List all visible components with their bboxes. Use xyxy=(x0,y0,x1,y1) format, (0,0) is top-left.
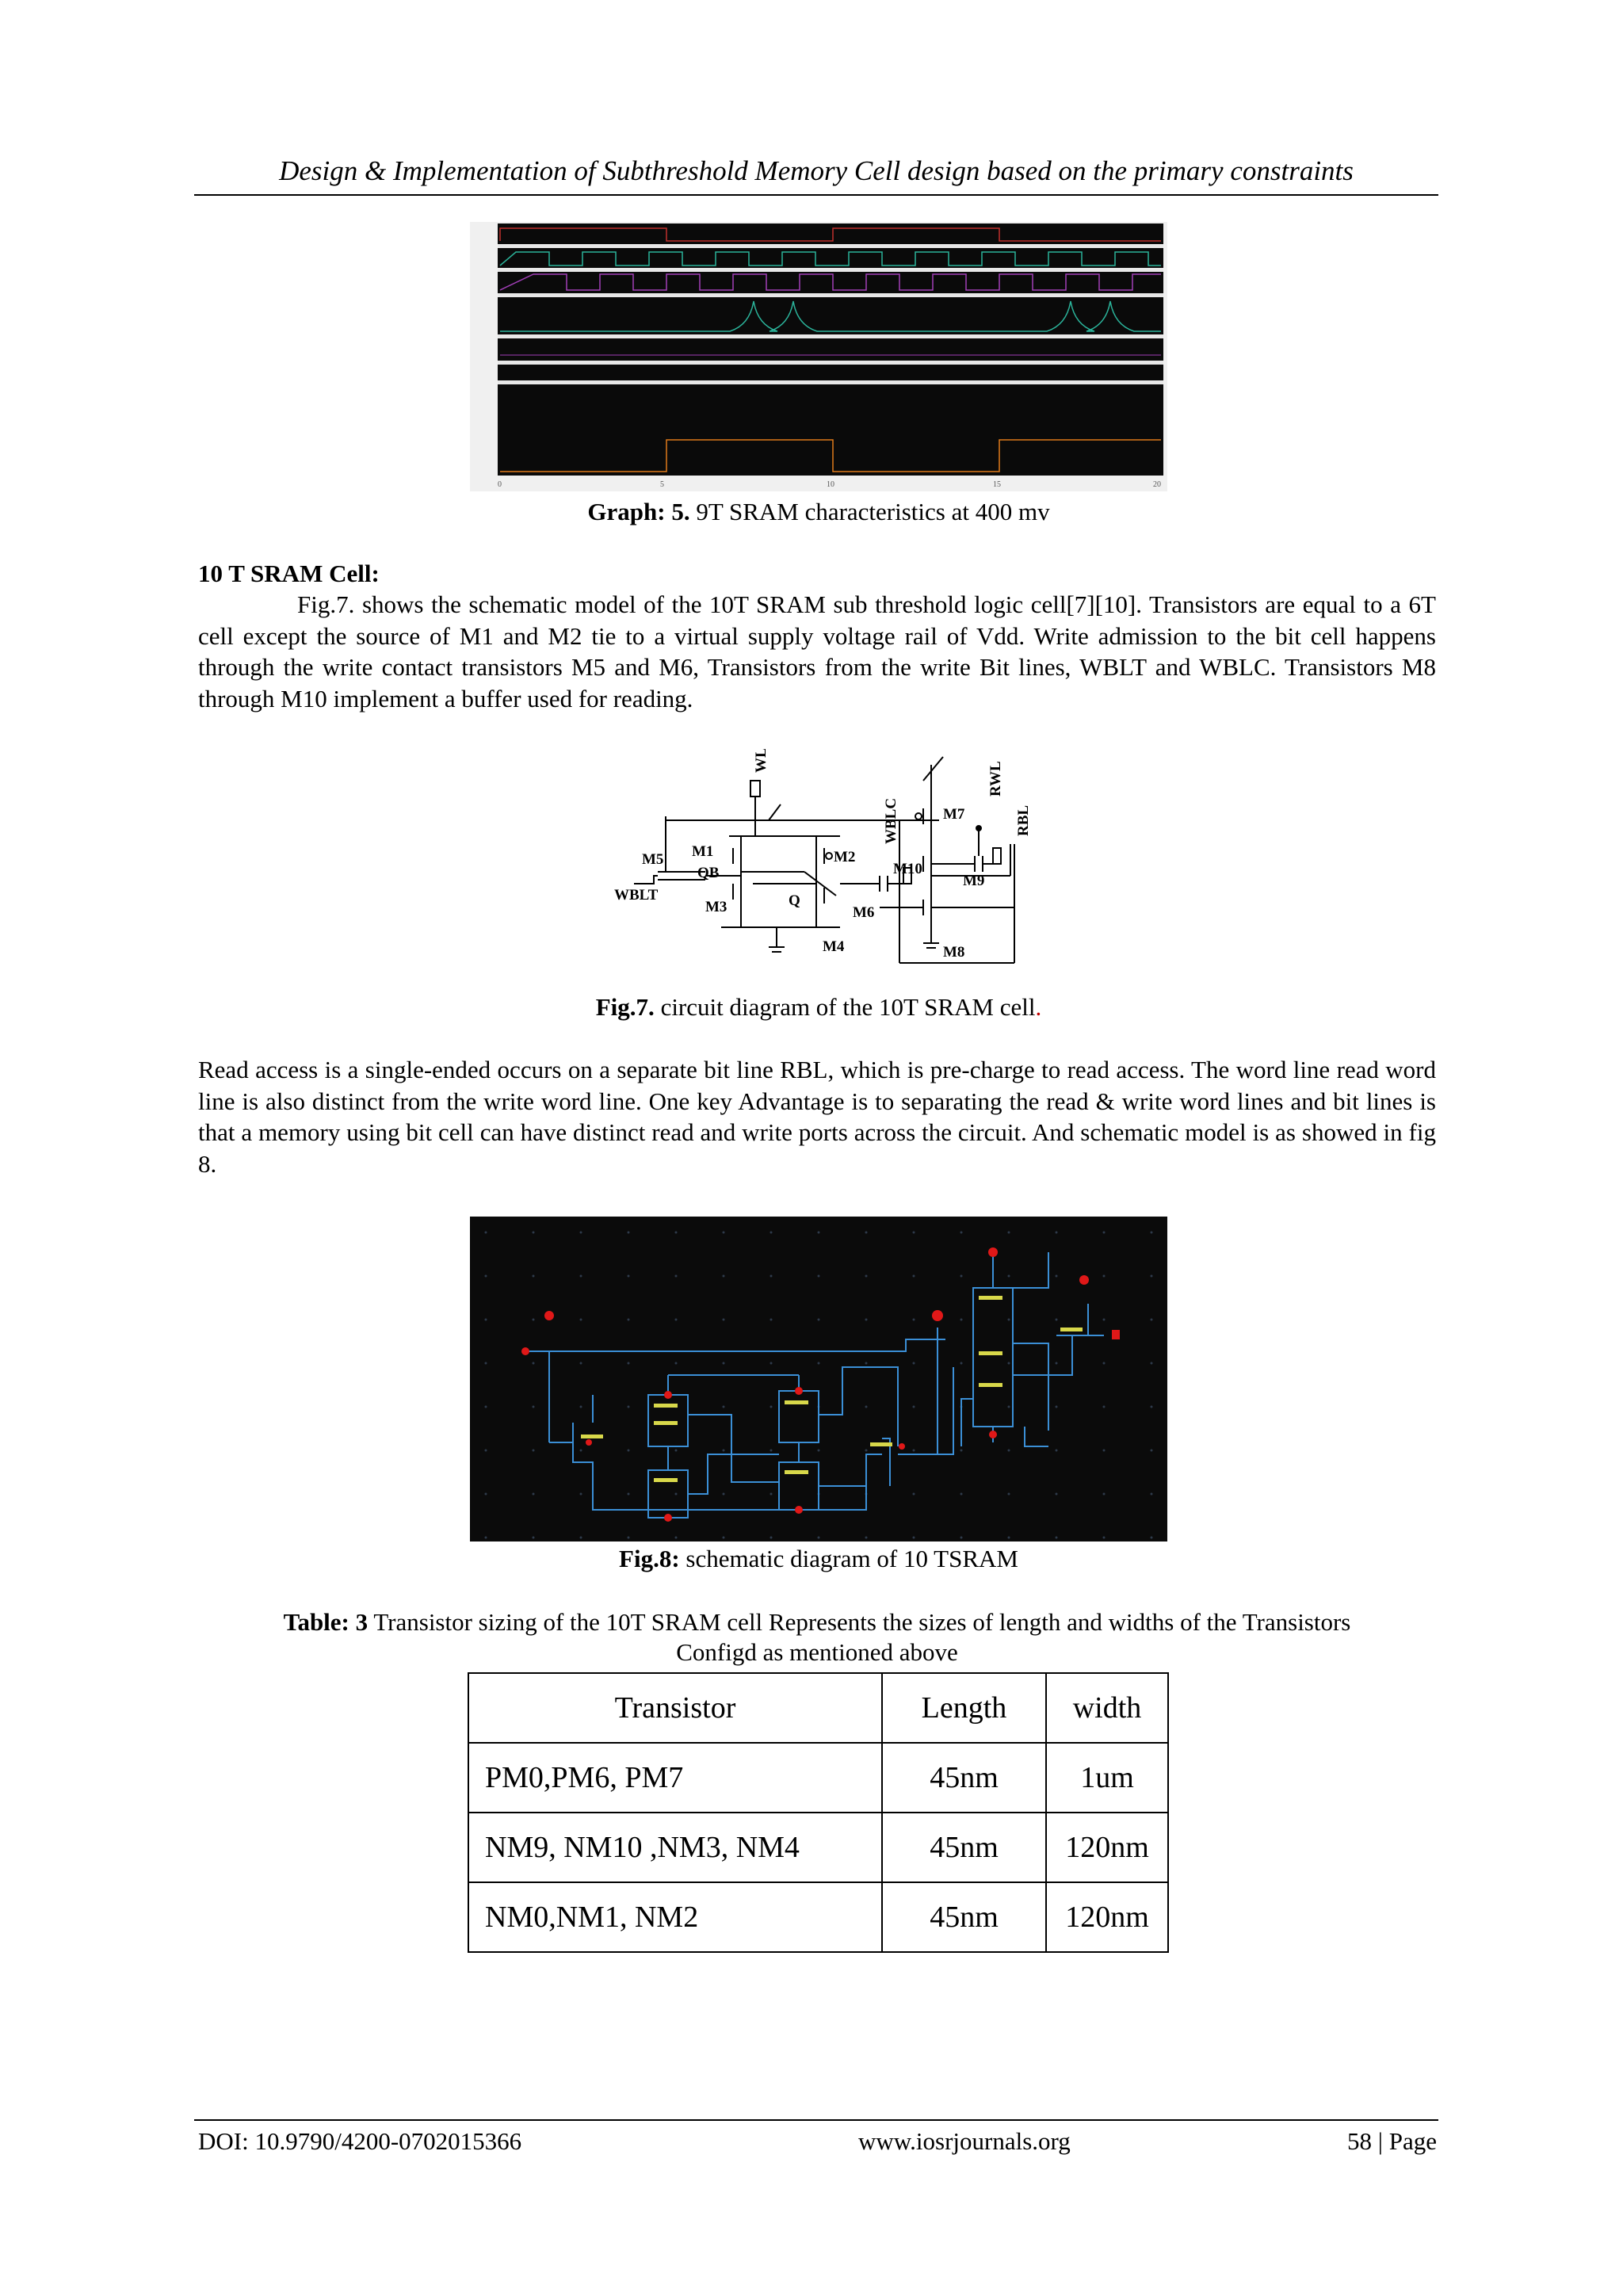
fig7-label-m6: M6 xyxy=(853,904,875,921)
graph5-panel-divider xyxy=(498,380,1163,384)
fig7-label-q: Q xyxy=(789,892,800,909)
fig7-label-rwl: RWL xyxy=(987,761,1004,797)
fig8-grid-dot xyxy=(1151,1362,1153,1365)
fig8-grid-dot xyxy=(913,1406,915,1408)
footer-rule xyxy=(194,2119,1438,2121)
section-heading: 10 T SRAM Cell: xyxy=(198,560,380,587)
fig8-grid-dot xyxy=(628,1406,630,1408)
fig7-caption xyxy=(470,992,1167,1022)
fig8-grid-dot xyxy=(1151,1450,1153,1452)
fig8-grid-dot xyxy=(723,1537,725,1539)
fig7-labels xyxy=(614,749,1032,961)
graph5-x-tick: 10 xyxy=(827,480,834,489)
fig8-grid-dot xyxy=(865,1406,868,1408)
fig8-grid-dot xyxy=(1103,1450,1106,1452)
fig8-grid-dot xyxy=(628,1537,630,1539)
fig8-grid-dot xyxy=(533,1275,535,1278)
fig8-grid-dot xyxy=(913,1493,915,1496)
fig8-grid-dot xyxy=(1056,1362,1058,1365)
fig8-device-label xyxy=(979,1351,1002,1355)
fig8-grid-dot xyxy=(818,1537,820,1539)
fig8-grid-dot xyxy=(485,1319,487,1321)
table-header-transistor: Transistor xyxy=(468,1673,882,1743)
fig8-grid-dot xyxy=(1103,1275,1106,1278)
fig8-grid-dot xyxy=(1056,1406,1058,1408)
fig8-grid-dot xyxy=(628,1232,630,1234)
fig8-grid-dot xyxy=(580,1232,582,1234)
fig8-device-label xyxy=(1060,1328,1083,1331)
fig8-grid-dot xyxy=(533,1537,535,1539)
fig8-grid-dot xyxy=(1103,1493,1106,1496)
fig8-grid-dot xyxy=(723,1319,725,1321)
fig8-grid-dot xyxy=(1151,1537,1153,1539)
fig7-label-m1: M1 xyxy=(692,843,714,860)
fig8-grid-dot xyxy=(580,1362,582,1365)
fig8-pin xyxy=(988,1247,998,1257)
graph5-x-tick: 0 xyxy=(498,480,502,489)
fig8-grid-dot xyxy=(770,1450,773,1452)
fig8-caption-label: Fig.8: xyxy=(619,1545,680,1572)
fig7-label-m3: M3 xyxy=(705,899,727,915)
header-rule xyxy=(194,194,1438,196)
fig8-grid-dot xyxy=(580,1406,582,1408)
fig8-grid-dot xyxy=(960,1319,963,1321)
graph5-panel-divider xyxy=(498,334,1163,338)
fig8-grid-dot xyxy=(770,1493,773,1496)
table-header-row xyxy=(468,1673,1168,1743)
fig7-wires xyxy=(634,757,1014,963)
fig8-caption-text: schematic diagram of 10 TSRAM xyxy=(679,1545,1018,1572)
fig8-grid-dot xyxy=(818,1362,820,1365)
table-cell-transistor: NM9, NM10 ,NM3, NM4 xyxy=(468,1813,882,1882)
table-cell-length: 45nm xyxy=(882,1813,1046,1882)
fig8-grid-dot xyxy=(1008,1362,1010,1365)
fig8-grid-dot xyxy=(913,1537,915,1539)
graph5-waveforms xyxy=(470,222,1167,491)
fig8-grid-dot xyxy=(580,1493,582,1496)
fig8-grid-dot xyxy=(1008,1319,1010,1321)
fig7-label-wblc: WBLC xyxy=(883,797,899,844)
fig7-label-wl: WL xyxy=(753,749,769,773)
fig8-grid-dot xyxy=(1056,1537,1058,1539)
fig8-pin xyxy=(1079,1275,1089,1285)
fig8-grid-dot xyxy=(485,1537,487,1539)
fig7-label-m7: M7 xyxy=(943,806,965,823)
table3-caption-label: Table: 3 xyxy=(283,1608,369,1636)
fig8-grid-dot xyxy=(485,1232,487,1234)
fig8-grid-dot xyxy=(533,1362,535,1365)
fig8-device-label xyxy=(785,1400,808,1404)
fig8-grid-dot xyxy=(628,1450,630,1452)
fig8-grid-dot xyxy=(580,1537,582,1539)
table-cell-width: 120nm xyxy=(1046,1813,1168,1882)
fig8-pin xyxy=(899,1443,905,1450)
fig8-grid-dot xyxy=(723,1493,725,1496)
fig7-caption-end: . xyxy=(1035,993,1042,1021)
fig8-grid-dot xyxy=(533,1232,535,1234)
graph5-figure xyxy=(470,222,1167,491)
fig7-label-m5: M5 xyxy=(642,851,664,868)
fig7-label-wblt: WBLT xyxy=(614,887,659,904)
table-cell-transistor: PM0,PM6, PM7 xyxy=(468,1743,882,1813)
fig8-grid-dot xyxy=(1008,1493,1010,1496)
fig8-grid-dot xyxy=(913,1362,915,1365)
fig8-pin xyxy=(795,1506,803,1514)
fig8-grid-dot xyxy=(1008,1450,1010,1452)
graph5-caption xyxy=(470,497,1167,527)
fig8-pin xyxy=(664,1514,672,1522)
table-header-width: width xyxy=(1046,1673,1168,1743)
fig8-grid-dot xyxy=(1056,1275,1058,1278)
fig8-grid-dot xyxy=(533,1450,535,1452)
table-cell-width: 1um xyxy=(1046,1743,1168,1813)
fig7-label-qb: QB xyxy=(697,865,720,881)
fig8-grid-dot xyxy=(913,1232,915,1234)
fig7-label-m9: M9 xyxy=(963,873,985,889)
fig8-grid-dot xyxy=(960,1450,963,1452)
fig7-label-m10: M10 xyxy=(893,861,922,877)
fig8-grid-dot xyxy=(1008,1232,1010,1234)
fig8-grid-dot xyxy=(1008,1275,1010,1278)
graph5-x-tick: 15 xyxy=(993,480,1001,489)
fig8-grid-dot xyxy=(580,1275,582,1278)
table-row xyxy=(468,1743,1168,1813)
fig8-device-label xyxy=(979,1296,1002,1300)
fig8-caption xyxy=(470,1544,1167,1574)
graph5-caption-text: 9T SRAM characteristics at 400 mv xyxy=(696,498,1050,525)
fig8-grid-dot xyxy=(675,1232,678,1234)
paragraph-1: Fig.7. shows the schematic model of the 10T SRAM sub threshold logic cell[7][10]. Transistors are equal to a 6T cell except the source of M1 and M2 tie to a virtual supply voltage rail of Vdd. Write admission to the bit cell happens through the write contact transistors M5 and M6, Transistors from the write Bit lines, WBLT and WBLC. Transistors M8 through M10 implement a buffer used for reading. xyxy=(198,590,1436,712)
fig8-grid-dot xyxy=(818,1232,820,1234)
fig8-pin xyxy=(664,1391,672,1399)
fig7-label-m8: M8 xyxy=(943,944,965,961)
table-cell-length: 45nm xyxy=(882,1882,1046,1952)
fig8-grid-dot xyxy=(723,1232,725,1234)
fig8-grid-dot xyxy=(770,1232,773,1234)
fig8-grid-dot xyxy=(1151,1275,1153,1278)
fig8-grid-dot xyxy=(1056,1232,1058,1234)
fig8-device-label xyxy=(581,1435,603,1438)
fig8-grid-dot xyxy=(960,1537,963,1539)
fig8-grid-dot xyxy=(485,1493,487,1496)
graph5-panel-divider xyxy=(498,293,1163,297)
fig8-pin xyxy=(989,1431,997,1438)
fig8-grid-dot xyxy=(913,1275,915,1278)
table3-caption-line2: Configd as mentioned above xyxy=(676,1638,958,1666)
fig8-grid-dot xyxy=(865,1537,868,1539)
fig8-grid-dot xyxy=(913,1319,915,1321)
fig8-grid-dot xyxy=(580,1319,582,1321)
fig8-grid-dot xyxy=(723,1406,725,1408)
fig8-device-label xyxy=(654,1478,678,1482)
fig8-grid-dot xyxy=(865,1275,868,1278)
fig8-grid-dot xyxy=(960,1362,963,1365)
table-header-length: Length xyxy=(882,1673,1046,1743)
fig8-grid-dot xyxy=(675,1319,678,1321)
fig8-grid-dot xyxy=(1056,1493,1058,1496)
fig8-grid-dot xyxy=(865,1362,868,1365)
fig8-pin xyxy=(586,1439,592,1446)
fig8-grid-dot xyxy=(770,1537,773,1539)
table-cell-width: 120nm xyxy=(1046,1882,1168,1952)
fig8-grid-dot xyxy=(675,1493,678,1496)
fig8-grid-dot xyxy=(628,1275,630,1278)
fig8-device-label xyxy=(870,1442,892,1446)
fig8-pin xyxy=(521,1347,529,1355)
fig8-schematic-canvas xyxy=(470,1217,1167,1541)
transistor-sizing-table xyxy=(468,1672,1169,1953)
fig8-grid-dot xyxy=(628,1493,630,1496)
fig8-grid-dot xyxy=(723,1275,725,1278)
fig8-grid-dot xyxy=(1008,1406,1010,1408)
fig8-grid-dot xyxy=(1151,1232,1153,1234)
fig8-grid-dot xyxy=(960,1493,963,1496)
fig8-grid-dot xyxy=(1056,1319,1058,1321)
graph5-panel-divider xyxy=(498,244,1163,248)
fig8-grid-dot xyxy=(818,1275,820,1278)
fig8-grid-dot xyxy=(628,1319,630,1321)
fig8-grid-dot xyxy=(675,1275,678,1278)
fig8-grid-dot xyxy=(580,1450,582,1452)
fig8-grid-dot xyxy=(1151,1406,1153,1408)
fig8-grid-dot xyxy=(1103,1537,1106,1539)
fig7-label-m2: M2 xyxy=(834,849,856,865)
fig8-grid-dot xyxy=(1151,1493,1153,1496)
table3-caption-text: Transistor sizing of the 10T SRAM cell Represents the sizes of length and widths of the Transistors xyxy=(368,1608,1351,1636)
fig8-grid-dot xyxy=(675,1537,678,1539)
fig8-grid-dot xyxy=(1103,1362,1106,1365)
fig8-pin xyxy=(544,1311,554,1320)
fig8-grid-dot xyxy=(770,1275,773,1278)
fig8-pin xyxy=(932,1310,943,1321)
fig8-grid-dot xyxy=(770,1319,773,1321)
graph5-caption-label: Graph: 5. xyxy=(587,498,690,525)
table-row xyxy=(468,1813,1168,1882)
fig7-caption-label: Fig.7. xyxy=(595,993,655,1021)
fig8-pin xyxy=(1112,1330,1120,1339)
fig8-grid-dot xyxy=(1103,1232,1106,1234)
fig8-grid-dot xyxy=(1103,1319,1106,1321)
fig8-grid-dot xyxy=(485,1275,487,1278)
fig8-schematic xyxy=(470,1217,1167,1541)
fig8-grid-dot xyxy=(675,1362,678,1365)
table3-caption xyxy=(198,1607,1436,1637)
fig8-grid-dot xyxy=(485,1362,487,1365)
graph5-panel-divider xyxy=(498,268,1163,272)
fig7-schematic xyxy=(610,749,1038,987)
fig8-grid-dot xyxy=(533,1406,535,1408)
fig8-grid-dot xyxy=(533,1319,535,1321)
fig7-label-rbl: RBL xyxy=(1015,804,1032,836)
fig8-grid-dot xyxy=(1008,1537,1010,1539)
fig8-grid-dot xyxy=(723,1362,725,1365)
table-cell-transistor: NM0,NM1, NM2 xyxy=(468,1882,882,1952)
table-row xyxy=(468,1882,1168,1952)
fig8-device-label xyxy=(979,1383,1002,1387)
graph5-plot-area xyxy=(498,223,1163,476)
fig8-grid-dot xyxy=(485,1450,487,1452)
fig8-grid-dot xyxy=(960,1275,963,1278)
table-cell-length: 45nm xyxy=(882,1743,1046,1813)
fig8-grid-dot xyxy=(485,1406,487,1408)
fig8-grid-dot xyxy=(1056,1450,1058,1452)
fig7-caption-text: circuit diagram of the 10T SRAM cell xyxy=(660,993,1036,1021)
fig8-grid-dot xyxy=(770,1362,773,1365)
fig7-circuit-diagram xyxy=(610,749,1038,987)
fig8-grid-dot xyxy=(628,1362,630,1365)
fig7-label-m4: M4 xyxy=(823,938,845,955)
footer-website[interactable]: www.iosrjournals.org xyxy=(858,2127,1071,2155)
paragraph-2: Read access is a single-ended occurs on a separate bit line RBL, which is pre-charge to read access. The word line read word line is also distinct from the write word line. One key Advantage is to separating the read & write word lines and bit lines is that a memory using bit cell can have distinct read and write ports across the circuit. And schematic model is as showed in fig 8. xyxy=(198,1056,1436,1178)
graph5-panel-divider xyxy=(498,361,1163,365)
fig8-grid-dot xyxy=(770,1406,773,1408)
fig8-grid-dot xyxy=(675,1450,678,1452)
fig8-device-label xyxy=(654,1404,678,1408)
footer-page-number: 58 | Page xyxy=(1347,2127,1437,2155)
fig8-grid-dot xyxy=(865,1319,868,1321)
graph5-x-tick: 5 xyxy=(660,480,664,489)
fig8-grid-dot xyxy=(913,1450,915,1452)
fig8-grid-dot xyxy=(865,1450,868,1452)
fig8-grid-dot xyxy=(723,1450,725,1452)
footer-doi: DOI: 10.9790/4200-0702015366 xyxy=(198,2127,522,2155)
fig8-grid-dot xyxy=(818,1450,820,1452)
fig8-pin xyxy=(795,1387,803,1395)
fig8-grid-dot xyxy=(960,1232,963,1234)
fig8-device-label xyxy=(785,1470,808,1474)
fig8-grid-dot xyxy=(533,1493,535,1496)
running-header: Design & Implementation of Subthreshold Memory Cell design based on the primary constraints xyxy=(279,155,1354,186)
fig8-grid-dot xyxy=(865,1232,868,1234)
fig8-grid-dot xyxy=(818,1319,820,1321)
fig8-grid-dot xyxy=(1151,1319,1153,1321)
graph5-x-tick: 20 xyxy=(1153,480,1161,489)
fig8-device-label xyxy=(654,1421,678,1425)
fig8-grid-dot xyxy=(1103,1406,1106,1408)
